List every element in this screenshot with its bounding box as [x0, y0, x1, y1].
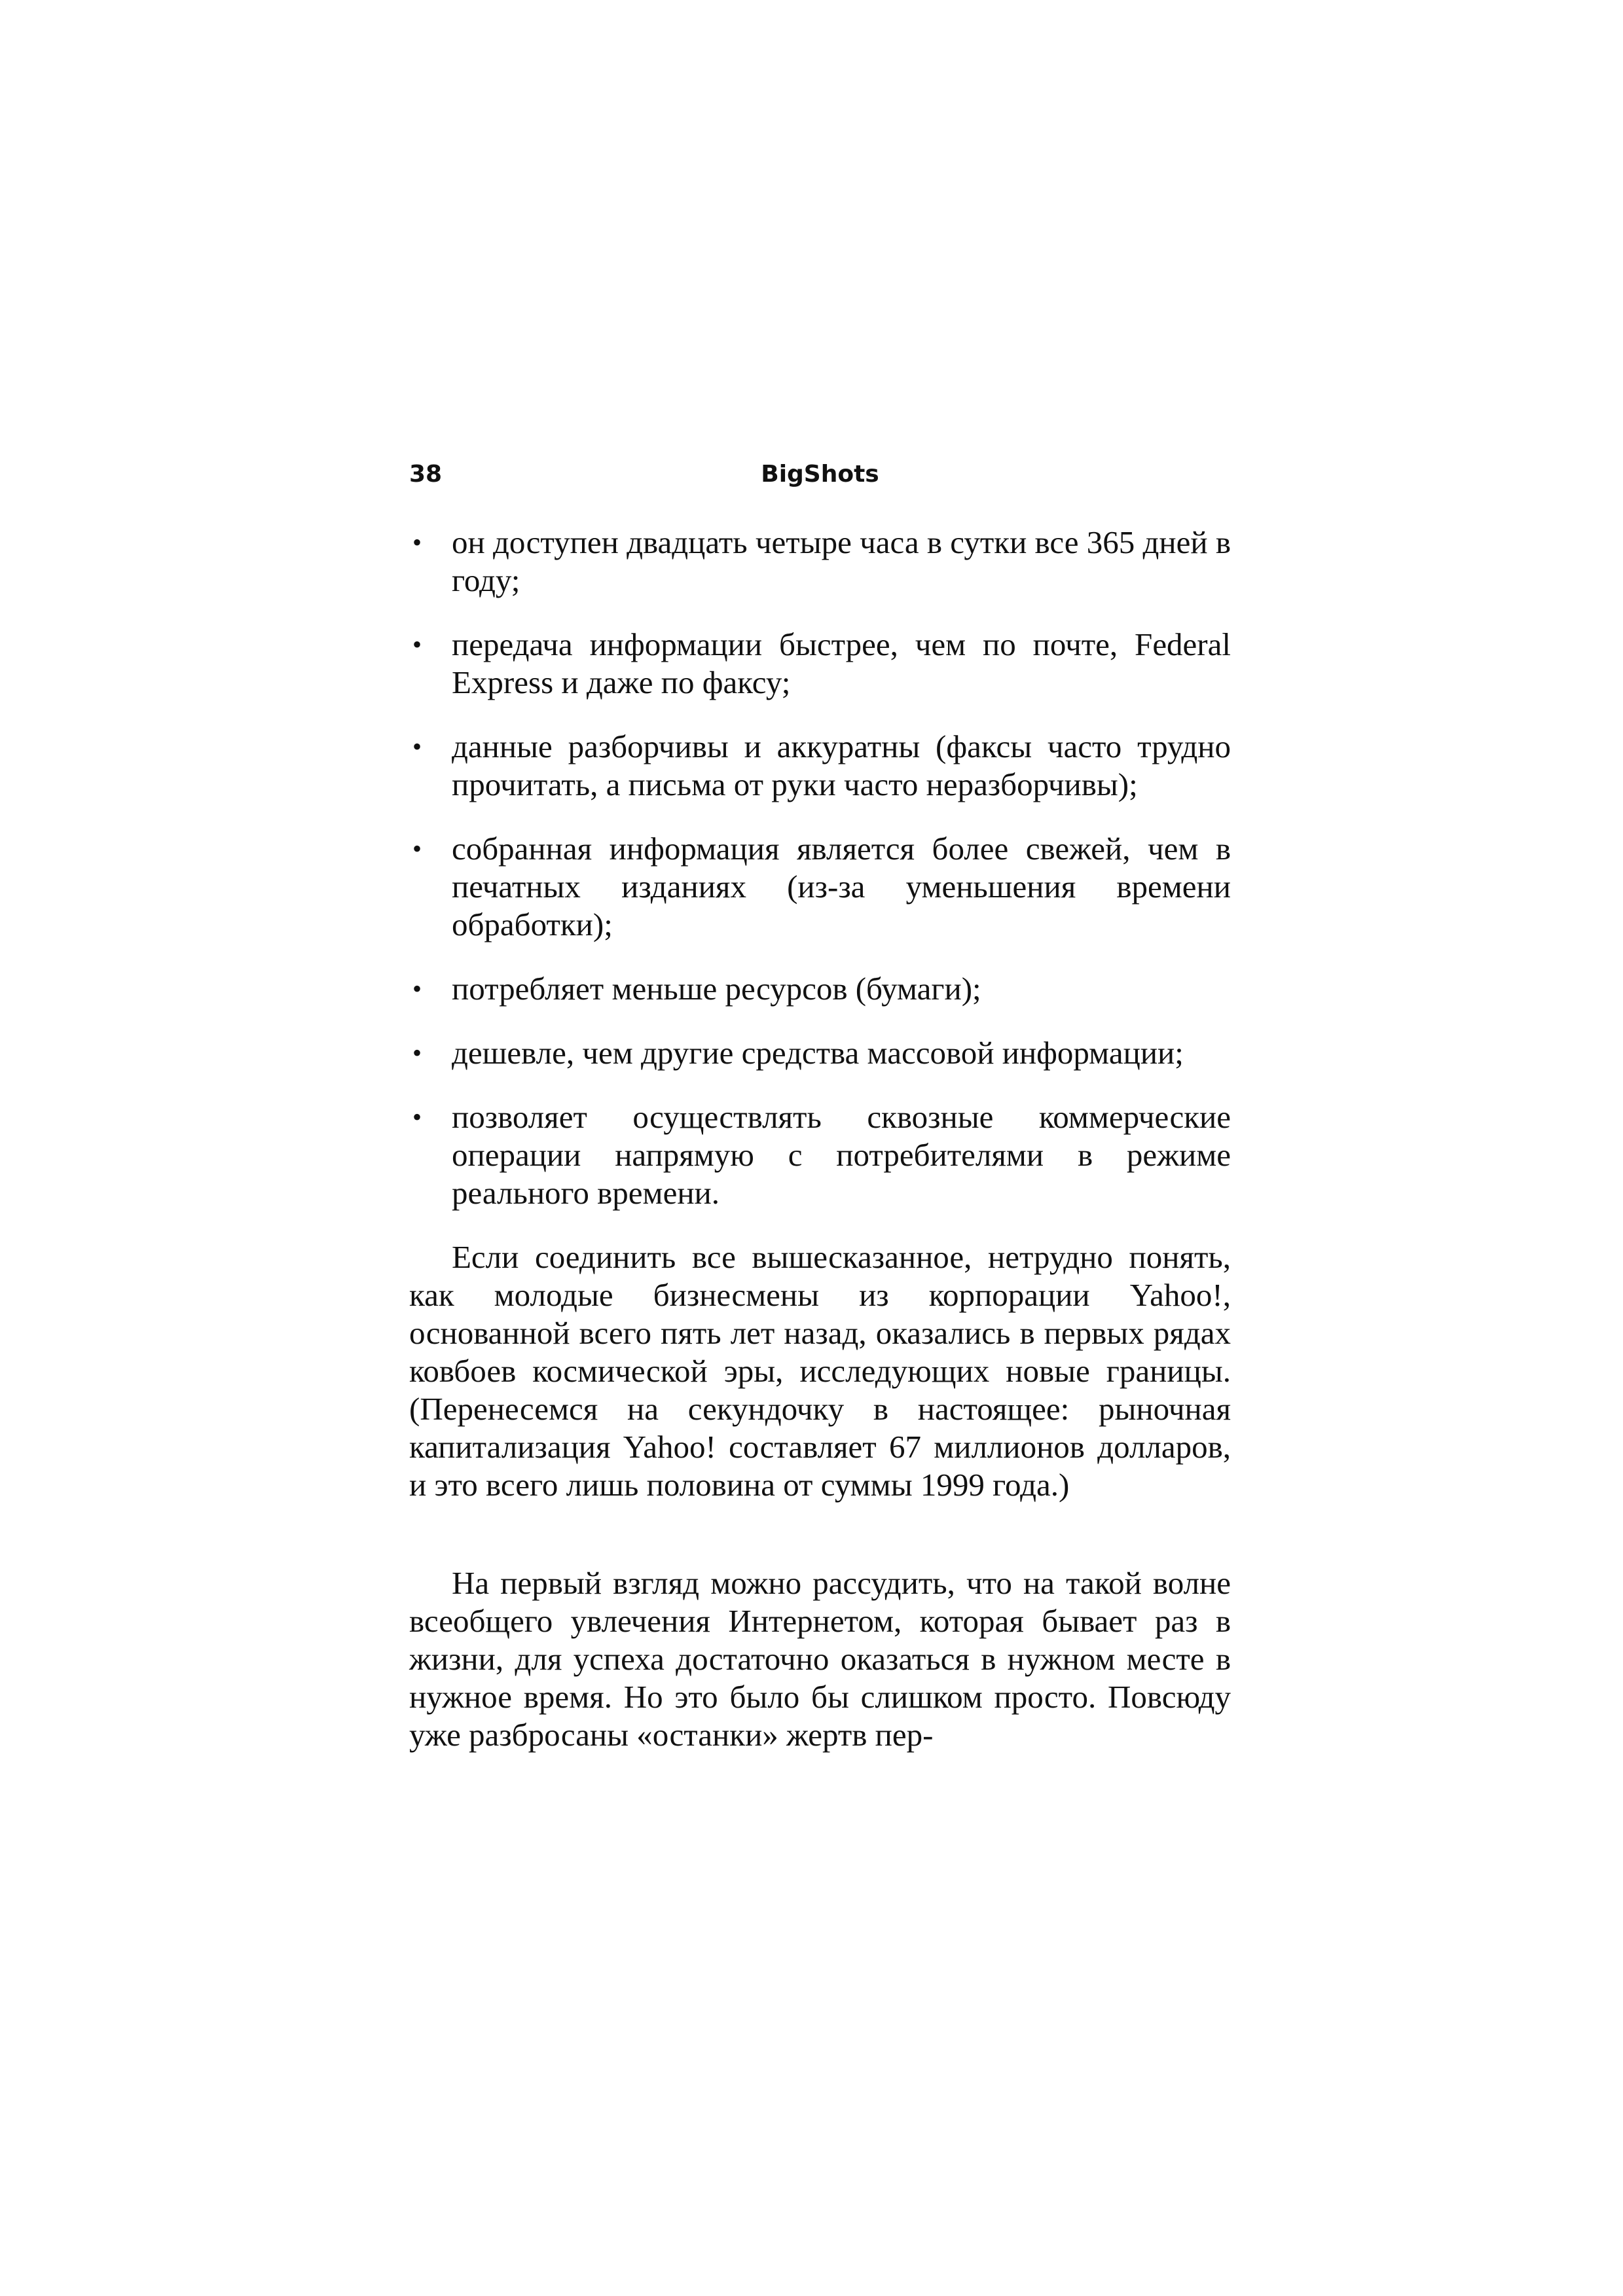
- bullet-icon: •: [412, 834, 422, 863]
- page-number: 38: [409, 461, 443, 488]
- list-item: [409, 970, 1231, 1008]
- bullet-list: [409, 524, 1231, 1212]
- body-text: [409, 524, 1231, 1754]
- list-item-text: он доступен двадцать четыре часа в сутки все 365 дней в году;: [452, 524, 1231, 598]
- list-item: [409, 524, 1231, 600]
- list-item: [409, 830, 1231, 944]
- list-item-text: дешевле, чем другие средства массовой информации;: [452, 1035, 1184, 1071]
- running-title: BigShots: [761, 461, 879, 488]
- bullet-icon: •: [412, 1102, 422, 1132]
- page-header: [409, 455, 1231, 494]
- bullet-icon: •: [412, 974, 422, 1003]
- list-item-text: передача информации быстрее, чем по почте, Federal Express и даже по факсу;: [452, 626, 1231, 700]
- bullet-icon: •: [412, 1038, 422, 1067]
- list-item: [409, 1034, 1231, 1072]
- list-item-text: собранная информация является более свежей, чем в печатных изданиях (из-за уменьшения времени обработки);: [452, 831, 1231, 942]
- bullet-icon: •: [412, 630, 422, 659]
- list-item-text: данные разборчивы и аккуратны (факсы часто трудно прочитать, а письма от руки часто неразборчивы);: [452, 728, 1231, 802]
- paragraph-yahoo: Если соединить все вышесказанное, нетрудно понять, как молодые бизнесмены из корпорации Yahoo!, основанной всего пять лет назад, оказались в первых рядах ковбоев космической эры, исследующих новые границы. (Перенесемся на секундочку в настоящее: рыночная капитализация Yahoo! составляет 67 миллионов долларов, и это всего лишь половина от суммы 1999 года.): [409, 1239, 1231, 1503]
- bullet-icon: •: [412, 528, 422, 557]
- list-item-text: позволяет осуществлять сквозные коммерческие операции напрямую с потребителями в режиме реального времени.: [452, 1099, 1231, 1211]
- list-item: [409, 626, 1231, 702]
- list-item: [409, 728, 1231, 804]
- list-item-text: потребляет меньше ресурсов (бумаги);: [452, 971, 981, 1007]
- list-item: [409, 1098, 1231, 1212]
- paragraph-first-glance: На первый взгляд можно рассудить, что на такой волне всеобщего увлечения Интернетом, которая бывает раз в жизни, для успеха достаточно оказаться в нужном месте в нужное время. Но это было бы слишком просто. Повсюду уже разбросаны «останки» жертв пер-: [409, 1565, 1231, 1753]
- bullet-icon: •: [412, 732, 422, 761]
